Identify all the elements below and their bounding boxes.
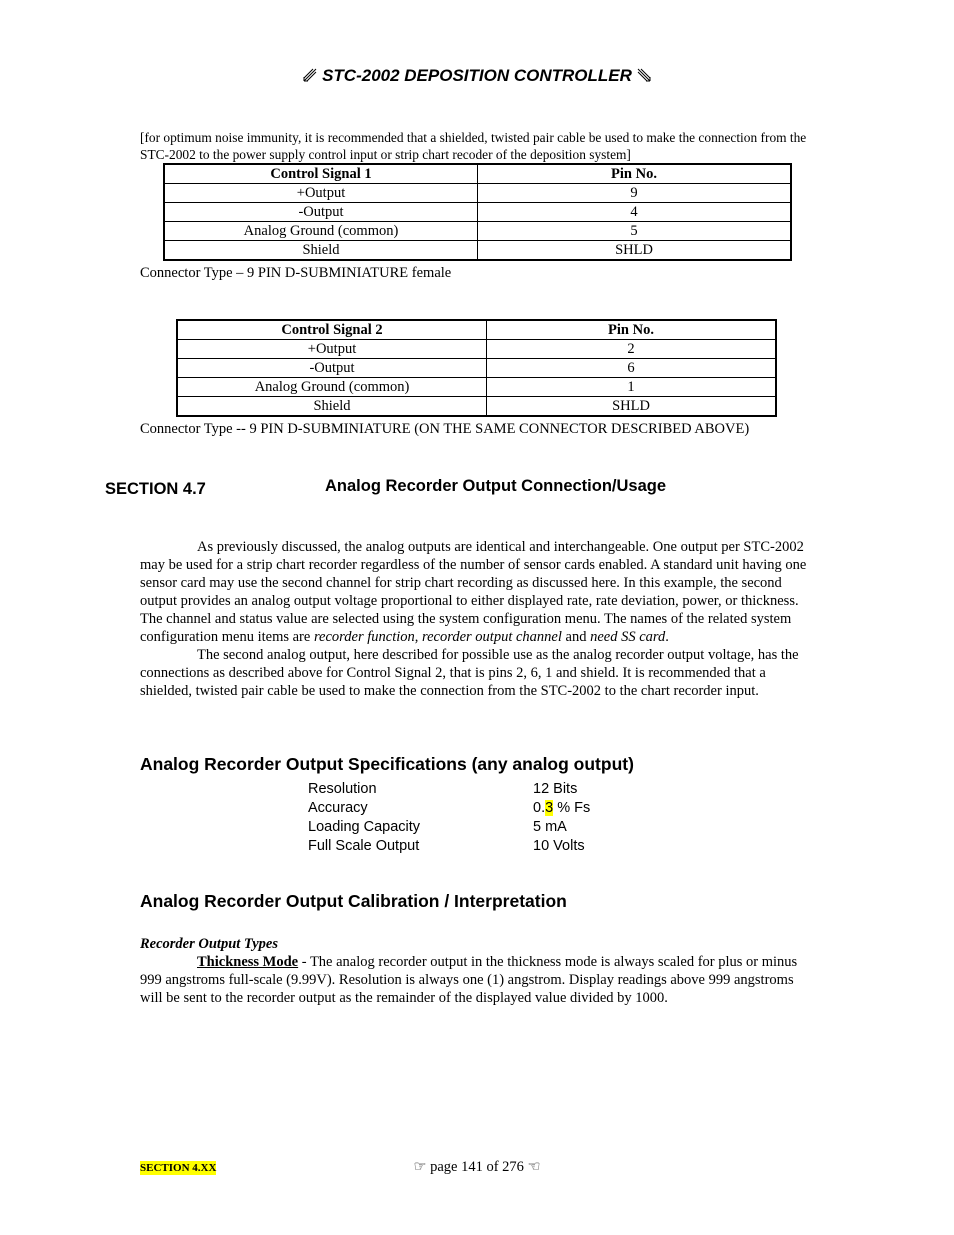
column-header: Pin No. (478, 164, 792, 184)
table-row (177, 340, 776, 359)
connector-type-1: Connector Type – 9 PIN D-SUBMINIATURE female (140, 265, 452, 281)
menu-item-name: recorder output channel (422, 629, 562, 645)
page-number: ☞ page 141 of 276 ☜ (413, 1159, 541, 1175)
calibration-heading: Analog Recorder Output Calibration / Interpretation (140, 891, 567, 911)
table-row (164, 241, 791, 261)
spec-label: Resolution (308, 781, 377, 797)
subheading: Recorder Output Types (140, 936, 279, 952)
signal-cell: Analog Ground (common) (177, 378, 487, 397)
signal-cell: Shield (164, 241, 478, 261)
footer-section-label: SECTION 4.XX (140, 1162, 217, 1174)
paragraph: As previously discussed, the analog outputs are identical and interchangeable. One output per STC-2002 may be used for a strip chart recorder regardless of the number of sensor cards enabled. A standard unit having one sensor card may use the second channel for strip chart recording as discussed here. In this example, the second output provides an analog output voltage proportional to either displayed rate, rate deviation, power, or thickness. The channel and status value are selected using the system configuration menu. The names of the related system configuration menu items are recorder function, recorder output channel and need SS card. (140, 539, 807, 645)
spec-value: 10 Volts (533, 838, 585, 854)
pin-cell: 2 (487, 340, 776, 359)
column-header: Control Signal 1 (164, 164, 478, 184)
pointing-hand-right-icon: ☞ (413, 1159, 427, 1175)
table-header-row (164, 164, 791, 184)
recorder-output-types (140, 935, 808, 1007)
paragraph: Thickness Mode - The analog recorder output in the thickness mode is always scaled for plus or minus 999 angstroms full-scale (9.99V). Resolution is always one (1) angstrom. Display readings above 999 angstroms will be sent to the recorder output as the remainder of the displayed value divided by 1000. (140, 954, 798, 1006)
pin-cell: 4 (478, 203, 792, 222)
signal-cell: Shield (177, 397, 487, 417)
signal-cell: -Output (177, 359, 487, 378)
signal-cell: +Output (177, 340, 487, 359)
column-header: Pin No. (487, 320, 776, 340)
control-signal-2-table (176, 319, 777, 417)
mode-label: Thickness Mode (197, 954, 299, 970)
document-title: STC-2002 DEPOSITION CONTROLLER (322, 66, 632, 85)
table-row (164, 222, 791, 241)
table-row (177, 378, 776, 397)
table-row (164, 203, 791, 222)
spec-value: 5 mA (533, 819, 567, 835)
cable-note: [for optimum noise immunity, it is recommended that a shielded, twisted pair cable be used to make the connection from the STC-2002 to the power supply control input or strip chart recoder of the deposition system] (140, 130, 807, 162)
pencil-icon (303, 67, 317, 87)
signal-cell: Analog Ground (common) (164, 222, 478, 241)
pin-cell: 1 (487, 378, 776, 397)
pin-cell: SHLD (478, 241, 792, 261)
menu-item-name: need SS card (590, 629, 666, 645)
pin-cell: 9 (478, 184, 792, 203)
specs-heading: Analog Recorder Output Specifications (any analog output) (140, 754, 634, 774)
spec-label: Full Scale Output (308, 838, 420, 854)
spec-value: 12 Bits (533, 781, 578, 797)
spec-label: Loading Capacity (308, 819, 421, 835)
body-text (140, 538, 808, 700)
pin-cell: 5 (478, 222, 792, 241)
control-signal-1-table (163, 163, 792, 261)
paragraph: The second analog output, here described for possible use as the analog recorder output voltage, has the connections as described above for Control Signal 2, that is pins 2, 6, 1 and shield. It is recommended that a shielded, twisted pair cable be used to make the connection from the STC-2002 to the chart recorder input. (140, 647, 799, 699)
section-title: Analog Recorder Output Connection/Usage (325, 477, 667, 495)
page-header (0, 66, 954, 87)
connector-type-2: Connector Type -- 9 PIN D-SUBMINIATURE (ON THE SAME CONNECTOR DESCRIBED ABOVE) (140, 421, 750, 437)
table-row (177, 359, 776, 378)
signal-cell: -Output (164, 203, 478, 222)
menu-item-name: recorder function (313, 629, 415, 645)
table-row (164, 184, 791, 203)
highlighted-digit: 3 (545, 800, 554, 816)
spec-value: 0.3 % Fs (533, 800, 591, 816)
spec-label: Accuracy (308, 800, 368, 816)
section-number: SECTION 4.7 (105, 480, 206, 498)
table-row (177, 397, 776, 417)
pointing-hand-left-icon: ☜ (527, 1159, 541, 1175)
signal-cell: +Output (164, 184, 478, 203)
pencil-icon (637, 67, 651, 87)
table-header-row (177, 320, 776, 340)
column-header: Control Signal 2 (177, 320, 487, 340)
pin-cell: 6 (487, 359, 776, 378)
pin-cell: SHLD (487, 397, 776, 417)
